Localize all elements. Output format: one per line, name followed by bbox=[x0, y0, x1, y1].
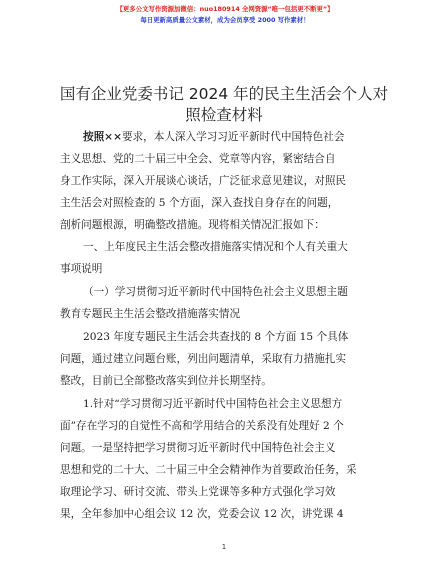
section-heading-1-line-1: 一、上年度民主生活会整改措施落实情况和个人有关重大 bbox=[83, 241, 348, 253]
promo-banner bbox=[60, 4, 390, 26]
paragraph-3-line-3: 问题。一是坚持把学习贯彻习近平新时代中国特色社会主义 bbox=[60, 442, 336, 454]
paragraph-2-line-1: 2023 年度专题民主生活会共查找的 8 个方面 15 个具体 bbox=[83, 331, 349, 343]
intro-paragraph-line-4: 主生活会对照检查的 5 个方面，深入查找自身存在的问题， bbox=[60, 197, 339, 209]
intro-paragraph-line-5: 剖析问题根源，明确整改措施。现将相关情况汇报如下： bbox=[60, 219, 325, 231]
intro-paragraph-line-2: 主义思想、党的二十届三中全会、党章等内容，紧密结合自 bbox=[60, 153, 336, 165]
paragraph-3-line-2: 面”存在学习的自觉性不高和学用结合的关系没有处理好 2 个 bbox=[60, 420, 344, 432]
document-title bbox=[56, 84, 392, 126]
subsection-heading-line-1: （一）学习贯彻习近平新时代中国特色社会主义思想主题 bbox=[83, 286, 348, 298]
paragraph-2-line-2: 问题，通过建立问题台账，列出问题清单，采取有力措施扎实 bbox=[60, 353, 347, 365]
subsection-heading-line-2: 教育专题民主生活会整改措施落实情况 bbox=[60, 308, 241, 320]
title-line-1: 国有企业党委书记 2024 年的民主生活会个人对 bbox=[59, 85, 389, 103]
paragraph-3-line-6: 果，全年参加中心组会议 12 次，党委会议 12 次，讲党课 4 bbox=[60, 508, 344, 520]
intro-lead: 按照×× bbox=[83, 131, 122, 143]
page-number: 1 bbox=[221, 543, 227, 551]
paragraph-3-line-5: 取理论学习、研讨交流、带头上党课等多种方式强化学习效 bbox=[60, 486, 336, 498]
paragraph-3-line-1: 1.针对“学习贯彻习近平新时代中国特色社会主义思想方 bbox=[83, 398, 343, 410]
paragraph-3-line-4: 思想和党的二十大、二十届三中全会精神作为首要政治任务，采 bbox=[60, 464, 357, 476]
intro-line-1-text: 要求，本人深入学习习近平新时代中国特色社会 bbox=[121, 131, 345, 143]
promo-banner-line-1: 【更多公文写作资源加微信：nuo180914 全网资源“唯一包括更不断更”】 bbox=[116, 5, 334, 13]
paragraph-2-line-3: 整改，目前已全部整改落实到位并长期坚持。 bbox=[60, 375, 272, 387]
intro-paragraph-line-1 bbox=[83, 130, 344, 144]
title-line-2: 照检查材料 bbox=[185, 106, 263, 124]
intro-paragraph-line-3: 身工作实际，深入开展谈心谈话，广泛征求意见建议，对照民 bbox=[60, 175, 347, 187]
promo-banner-line-2: 每日更新高质量公文素材，成为会员享受 2000 写作素材！ bbox=[140, 16, 310, 24]
section-heading-1-line-2: 事项说明 bbox=[60, 263, 103, 275]
